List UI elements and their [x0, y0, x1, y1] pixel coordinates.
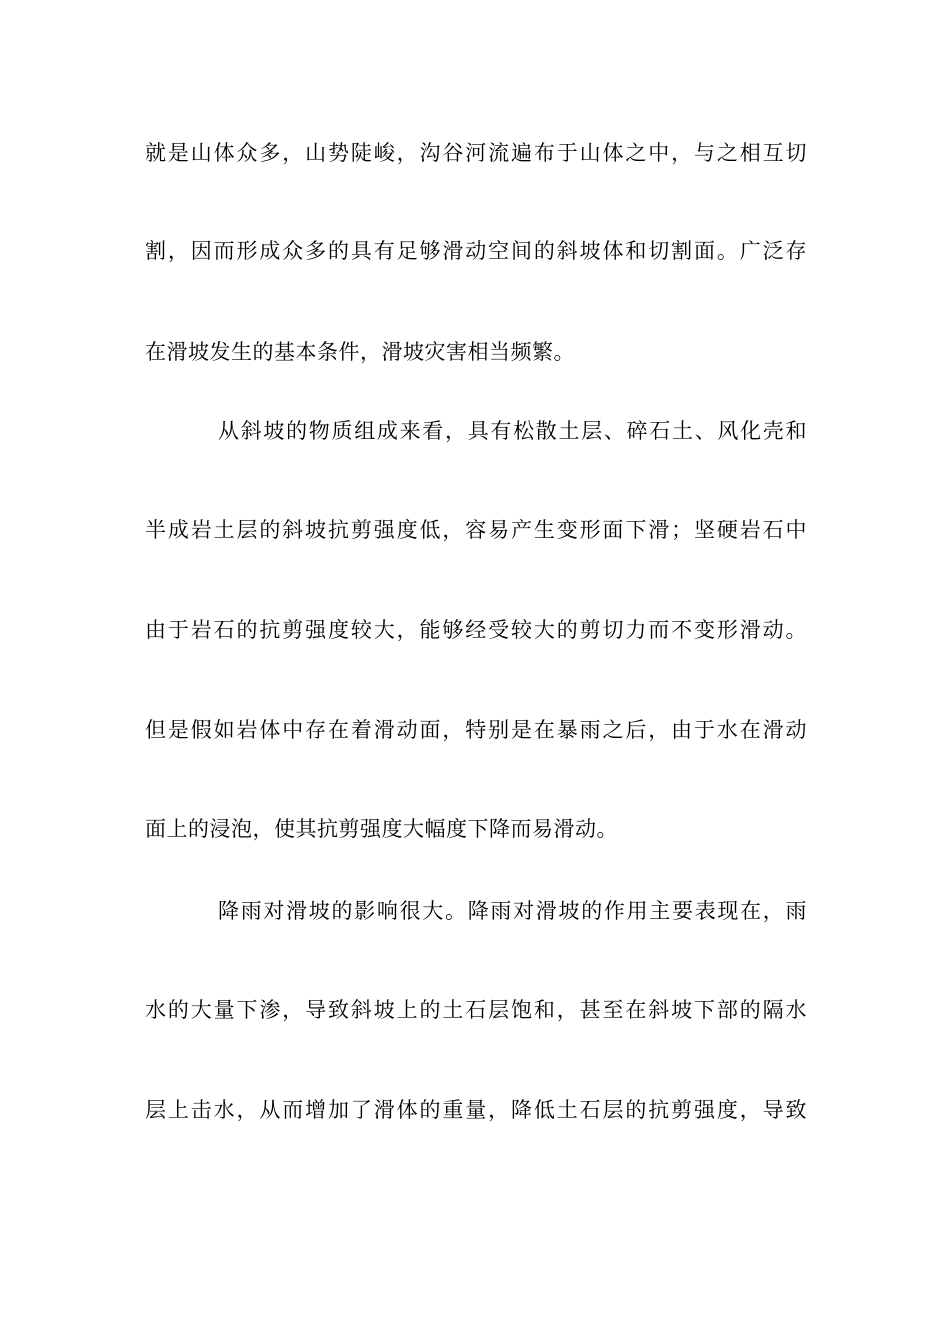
text-line-3: 在滑坡发生的基本条件，滑坡灾害相当频繁。	[145, 340, 575, 364]
text-line-11: 层上击水，从而增加了滑体的重量，降低土石层的抗剪强度，导致	[145, 1098, 807, 1122]
text-line-7: 但是假如岩体中存在着滑动面，特别是在暴雨之后，由于水在滑动	[145, 718, 807, 742]
text-line-2: 割，因而形成众多的具有足够滑动空间的斜坡体和切割面。广泛存	[145, 239, 807, 263]
text-line-6: 由于岩石的抗剪强度较大，能够经受较大的剪切力而不变形滑动。	[145, 618, 807, 642]
text-line-5: 半成岩土层的斜坡抗剪强度低，容易产生变形面下滑；坚硬岩石中	[145, 518, 807, 542]
text-line-4: 从斜坡的物质组成来看，具有松散土层、碎石土、风化壳和	[218, 419, 807, 443]
text-line-9: 降雨对滑坡的影响很大。降雨对滑坡的作用主要表现在，雨	[218, 899, 807, 923]
text-line-10: 水的大量下渗，导致斜坡上的土石层饱和，甚至在斜坡下部的隔水	[145, 998, 807, 1022]
text-line-1: 就是山体众多，山势陡峻，沟谷河流遍布于山体之中，与之相互切	[145, 141, 807, 165]
text-line-8: 面上的浸泡，使其抗剪强度大幅度下降而易滑动。	[145, 817, 618, 841]
